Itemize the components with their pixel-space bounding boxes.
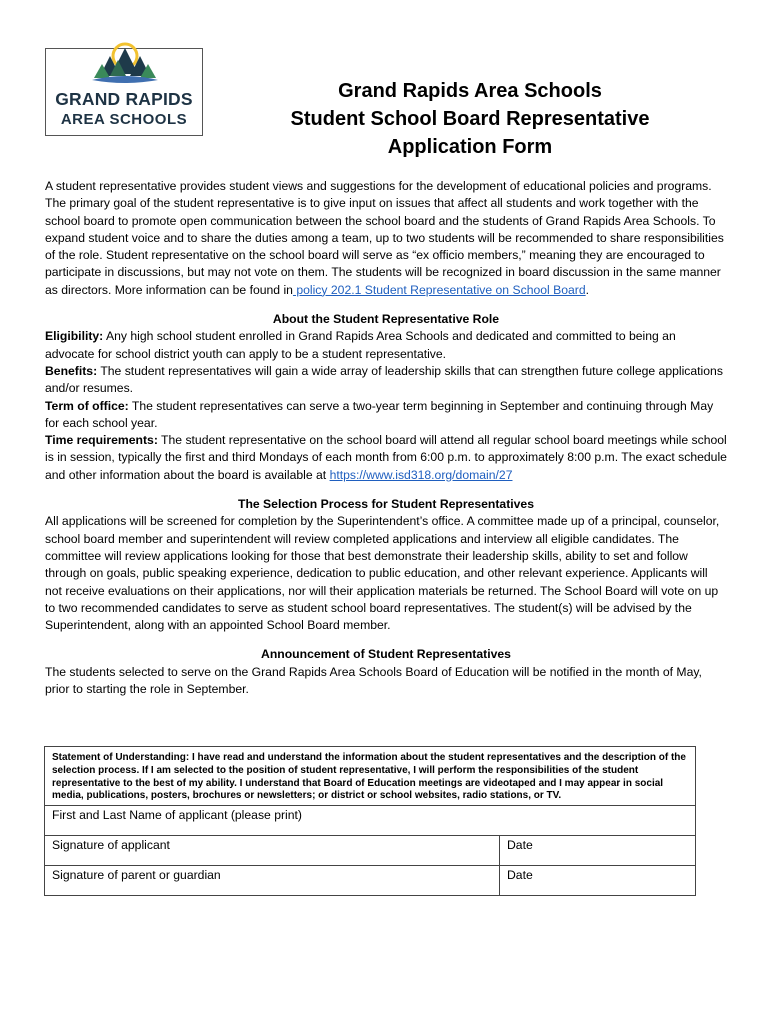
title-line-1: Grand Rapids Area Schools — [338, 80, 602, 102]
statement-of-understanding: Statement of Understanding: I have read and understand the information about the student representatives and the description of the selection process. If I am selected to the position of student representative, I will perform the responsibilities of the student representative to the best of my ability. I understand that Board of Education meetings are videotaped and I may appear in social media, publications, posters, brochures or newsletters; or district or school websites, radio stations, or TV. — [45, 747, 696, 806]
page-title — [240, 77, 700, 161]
district-logo — [45, 48, 203, 136]
term-label: Term of office: — [45, 398, 129, 413]
about-heading: About the Student Representative Role — [272, 312, 500, 327]
eligibility-text: Any high school student enrolled in Grand Rapids Area Schools and dedicated and committed to being an advocate for school district youth can apply to be a student representative. — [45, 329, 676, 361]
applicant-name-label: First and Last Name of applicant (please print) — [52, 808, 302, 823]
board-schedule-link[interactable]: https://www.isd318.org/domain/27 — [329, 467, 513, 482]
time-paragraph — [45, 432, 727, 484]
title-line-3: Application Form — [387, 136, 553, 158]
selection-heading: The Selection Process for Student Representatives — [238, 497, 534, 512]
intro-end: . — [585, 282, 590, 297]
document-body — [45, 178, 727, 698]
announcement-paragraph: The students selected to serve on the Grand Rapids Area Schools Board of Education will be notified in the month of May, prior to starting the role in September. — [45, 664, 702, 697]
title-line-2: Student School Board Representative — [290, 108, 650, 130]
eligibility-label: Eligibility: — [45, 329, 104, 344]
applicant-signature-label: Signature of applicant — [52, 838, 170, 853]
time-text: The student representative on the school board will attend all regular school board meetings while school is in session, typically the first and third Mondays of each month from 6:00 p.m. to approximately 8:00 p.m. The exact schedule and other information about the board is available at — [45, 433, 727, 482]
policy-link[interactable]: policy 202.1 Student Representative on School Board — [292, 282, 586, 297]
applicant-date-label: Date — [507, 838, 533, 853]
benefits-label: Benefits: — [45, 363, 98, 378]
intro-text: A student representative provides student views and suggestions for the development of educational policies and programs. The primary goal of the student representative is to give input on issues that affect all students and work together with the school board to promote open communication between the school board and the students of Grand Rapids Area Schools. To expand student voice and to share the duties among a team, up to two students will be recommended to share responsibilities of the role. Student representative on the school board will serve as “ex officio members,” meaning they are encouraged to participate in discussions, but may not vote on them. The students will be recognized in board discussion in the same manner as directors. More information can be found in — [45, 179, 724, 297]
benefits-text: The student representatives will gain a wide array of leadership skills that can strengthen future college applications and/or resumes. — [45, 363, 723, 396]
parent-signature-field[interactable] — [45, 866, 500, 896]
parent-date-field[interactable] — [500, 866, 696, 896]
benefits-paragraph — [45, 363, 727, 398]
parent-signature-label: Signature of parent or guardian — [52, 868, 221, 883]
applicant-signature-field[interactable] — [45, 836, 500, 866]
term-text: The student representatives can serve a two-year term beginning in September and continuing through May for each school year. — [45, 398, 714, 430]
application-form-table — [44, 746, 696, 896]
applicant-date-field[interactable] — [500, 836, 696, 866]
mountain-trees-icon — [90, 42, 160, 90]
logo-line-2: AREA SCHOOLS — [60, 111, 188, 128]
parent-date-label: Date — [507, 868, 533, 883]
term-paragraph — [45, 398, 727, 433]
selection-paragraph: All applications will be screened for completion by the Superintendent’s office. A committee made up of a principal, counselor, school board member and superintendent will review completed applications and interview all eligible candidates. The committee will review applications looking for those that best demonstrate their leadership skills, ability to set and follow through on goals, public speaking experience, dedication to public education, and other relevant experience. Applicants will not receive evaluations on their applications, nor will their application materials be returned. The School Board will vote on up to two recommended candidates to serve as student school board representatives. The student(s) will be advised by the Superintendent, along with an appointed School Board member. — [45, 514, 720, 633]
announcement-heading: Announcement of Student Representatives — [261, 647, 511, 662]
applicant-name-field[interactable] — [45, 806, 696, 836]
logo-line-1: GRAND RAPIDS — [55, 89, 193, 109]
eligibility-paragraph — [45, 328, 727, 363]
time-label: Time requirements: — [45, 433, 158, 448]
intro-paragraph — [45, 178, 727, 299]
